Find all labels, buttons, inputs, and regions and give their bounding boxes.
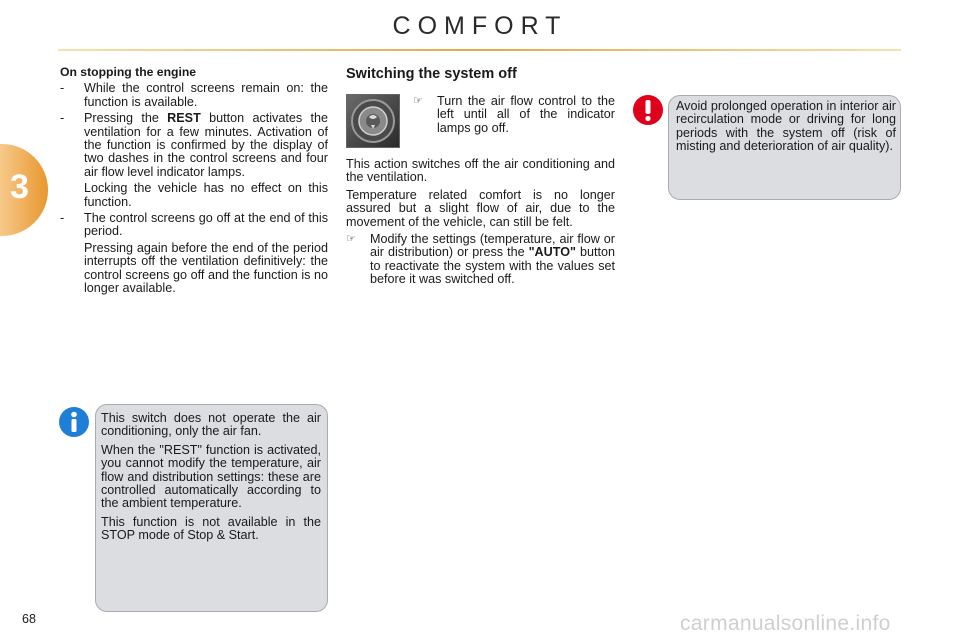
paragraph: This function is not available in the STOP mode of Stop & Start. (101, 514, 321, 543)
list-item (60, 112, 328, 209)
warning-text: Avoid prolonged operation in interior air recirculation mode or driving for long periods with the system off (risk of misting and deterioration of air quality). (676, 99, 896, 154)
switching-off-text (346, 158, 615, 287)
text-span: Modify the settings (temperature, air flow or air distribution) or press the (370, 232, 615, 260)
list-marker: - (60, 211, 65, 226)
instruction-item (346, 233, 615, 287)
section-title: Switching the system off (346, 66, 517, 82)
info-icon (58, 406, 90, 438)
info-text (101, 412, 321, 548)
pointing-hand-icon: ☞ (346, 233, 356, 246)
header-divider (58, 49, 901, 51)
rest-keyword: REST (167, 111, 201, 126)
paragraph: When the "REST" function is activated, you cannot modify the temperature, air flow and distribution settings: these are controlled automatically according to the ambient temperature. (101, 442, 321, 511)
list-marker: - (60, 111, 65, 126)
list-marker: - (60, 81, 65, 96)
list-text: Locking the vehicle has no effect on this function. (84, 181, 328, 209)
list-text: Pressing again before the end of the period interrupts off the ventilation definitively: the control screens go off and the function is no longer available. (84, 240, 328, 296)
text-span: button activates the ventilation for a few minutes. Activation of the function is confirmed by the display of two dashes in the control screens and four air flow level indicator lamps. (84, 111, 328, 179)
list-text (84, 112, 328, 179)
paragraph: This action switches off the air conditioning and the ventilation. (346, 157, 615, 185)
section-heading: On stopping the engine (60, 65, 197, 79)
auto-keyword: "AUTO" (528, 245, 576, 260)
paragraph: Temperature related comfort is no longer assured but a slight flow of air, due to the movement of the vehicle, can still be felt. (346, 187, 615, 229)
page-title: COMFORT (392, 12, 568, 40)
turn-control-instruction (413, 95, 615, 135)
instruction-item (413, 95, 615, 135)
stopping-engine-section (60, 66, 328, 299)
instruction-text: Turn the air flow control to the left until all of the indicator lamps go off. (437, 94, 615, 135)
list-item (60, 212, 328, 295)
air-flow-control-image (346, 94, 400, 148)
watermark: carmanualsonline.info (680, 612, 891, 635)
exclamation-icon (632, 94, 664, 126)
text-span: Pressing the (84, 111, 168, 126)
list-item (60, 82, 328, 109)
list-text: The control screens go off at the end of this period. (84, 211, 328, 239)
text-span: button to reactivate the system with the values set before it was switched off. (370, 245, 615, 287)
list-text: While the control screens remain on: the function is available. (84, 81, 328, 109)
pointing-hand-icon: ☞ (413, 95, 423, 107)
chapter-number: 3 (10, 168, 29, 206)
page-number: 68 (22, 612, 36, 626)
paragraph: This switch does not operate the air conditioning, only the air fan. (101, 411, 321, 439)
